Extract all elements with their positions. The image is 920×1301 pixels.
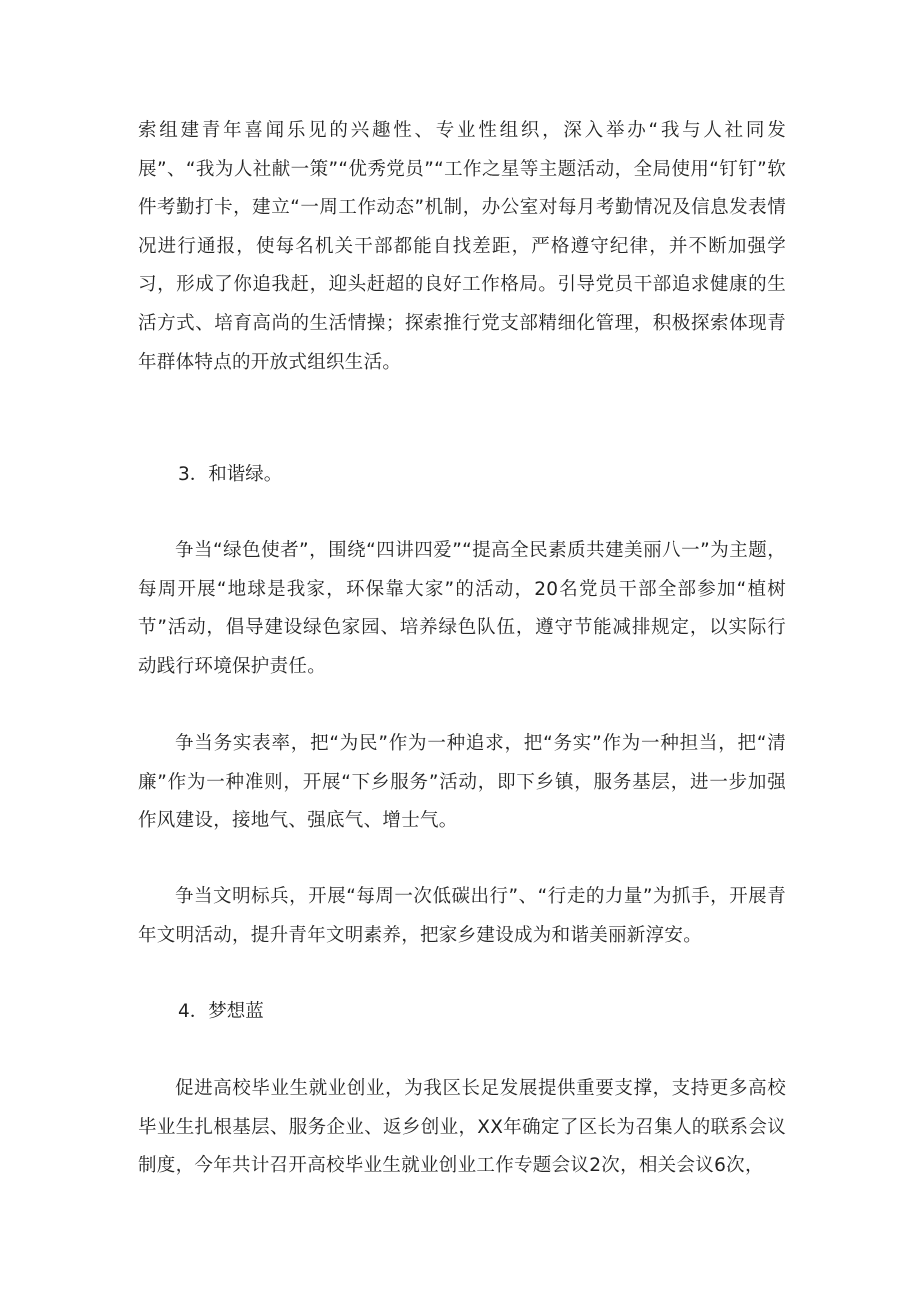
- section-heading-harmony-green: 3．和谐绿。: [178, 464, 283, 485]
- paragraph-graduate-employment: 促进高校毕业生就业创业，为我区长足发展提供重要支撑，支持更多高校毕业生扎根基层、服务企业、返乡创业，XX年确定了区长为召集人的联系会议制度，今年共计召开高校毕业生就业创业工作专题会议2次，相关会议6次，: [138, 1078, 786, 1177]
- paragraph-youth-organizations: 索组建青年喜闻乐见的兴趣性、专业性组织，深入举办“我与人社同发展”、“我为人社献一策”“优秀党员”“工作之星等主题活动，全局使用“钉钉”软件考勤打卡，建立“一周工作动态”机制，办公室对每月考勤情况及信息发表情况进行通报，使每名机关干部都能自找差距，严格遵守纪律，并不断加强学习，形成了你追我赶，迎头赶超的良好工作格局。引导党员干部追求健康的生活方式、培育高尚的生活情操；探索推行党支部精细化管理，积极探索体现青年群体特点的开放式组织生活。: [138, 120, 786, 373]
- section-heading-dream-blue: 4．梦想蓝: [178, 1001, 264, 1022]
- paragraph-civilization-banner: 争当文明标兵，开展“每周一次低碳出行”、“行走的力量”为抓手，开展青年文明活动，提升青年文明素养，把家乡建设成为和谐美丽新淳安。: [138, 886, 786, 946]
- paragraph-green-envoy: 争当“绿色使者”，围绕“四讲四爱”“提高全民素质共建美丽八一”为主题，每周开展“地球是我家，环保靠大家”的活动，20名党员干部全部参加“植树节”活动，倡导建设绿色家园、培养绿色队伍，遵守节能减排规定，以实际行动践行环境保护责任。: [138, 540, 786, 677]
- paragraph-pragmatic-model: 争当务实表率，把“为民”作为一种追求，把“务实”作为一种担当，把“清廉”作为一种准则，开展“下乡服务”活动，即下乡镇，服务基层，进一步加强作风建设，接地气、强底气、增士气。: [138, 733, 786, 832]
